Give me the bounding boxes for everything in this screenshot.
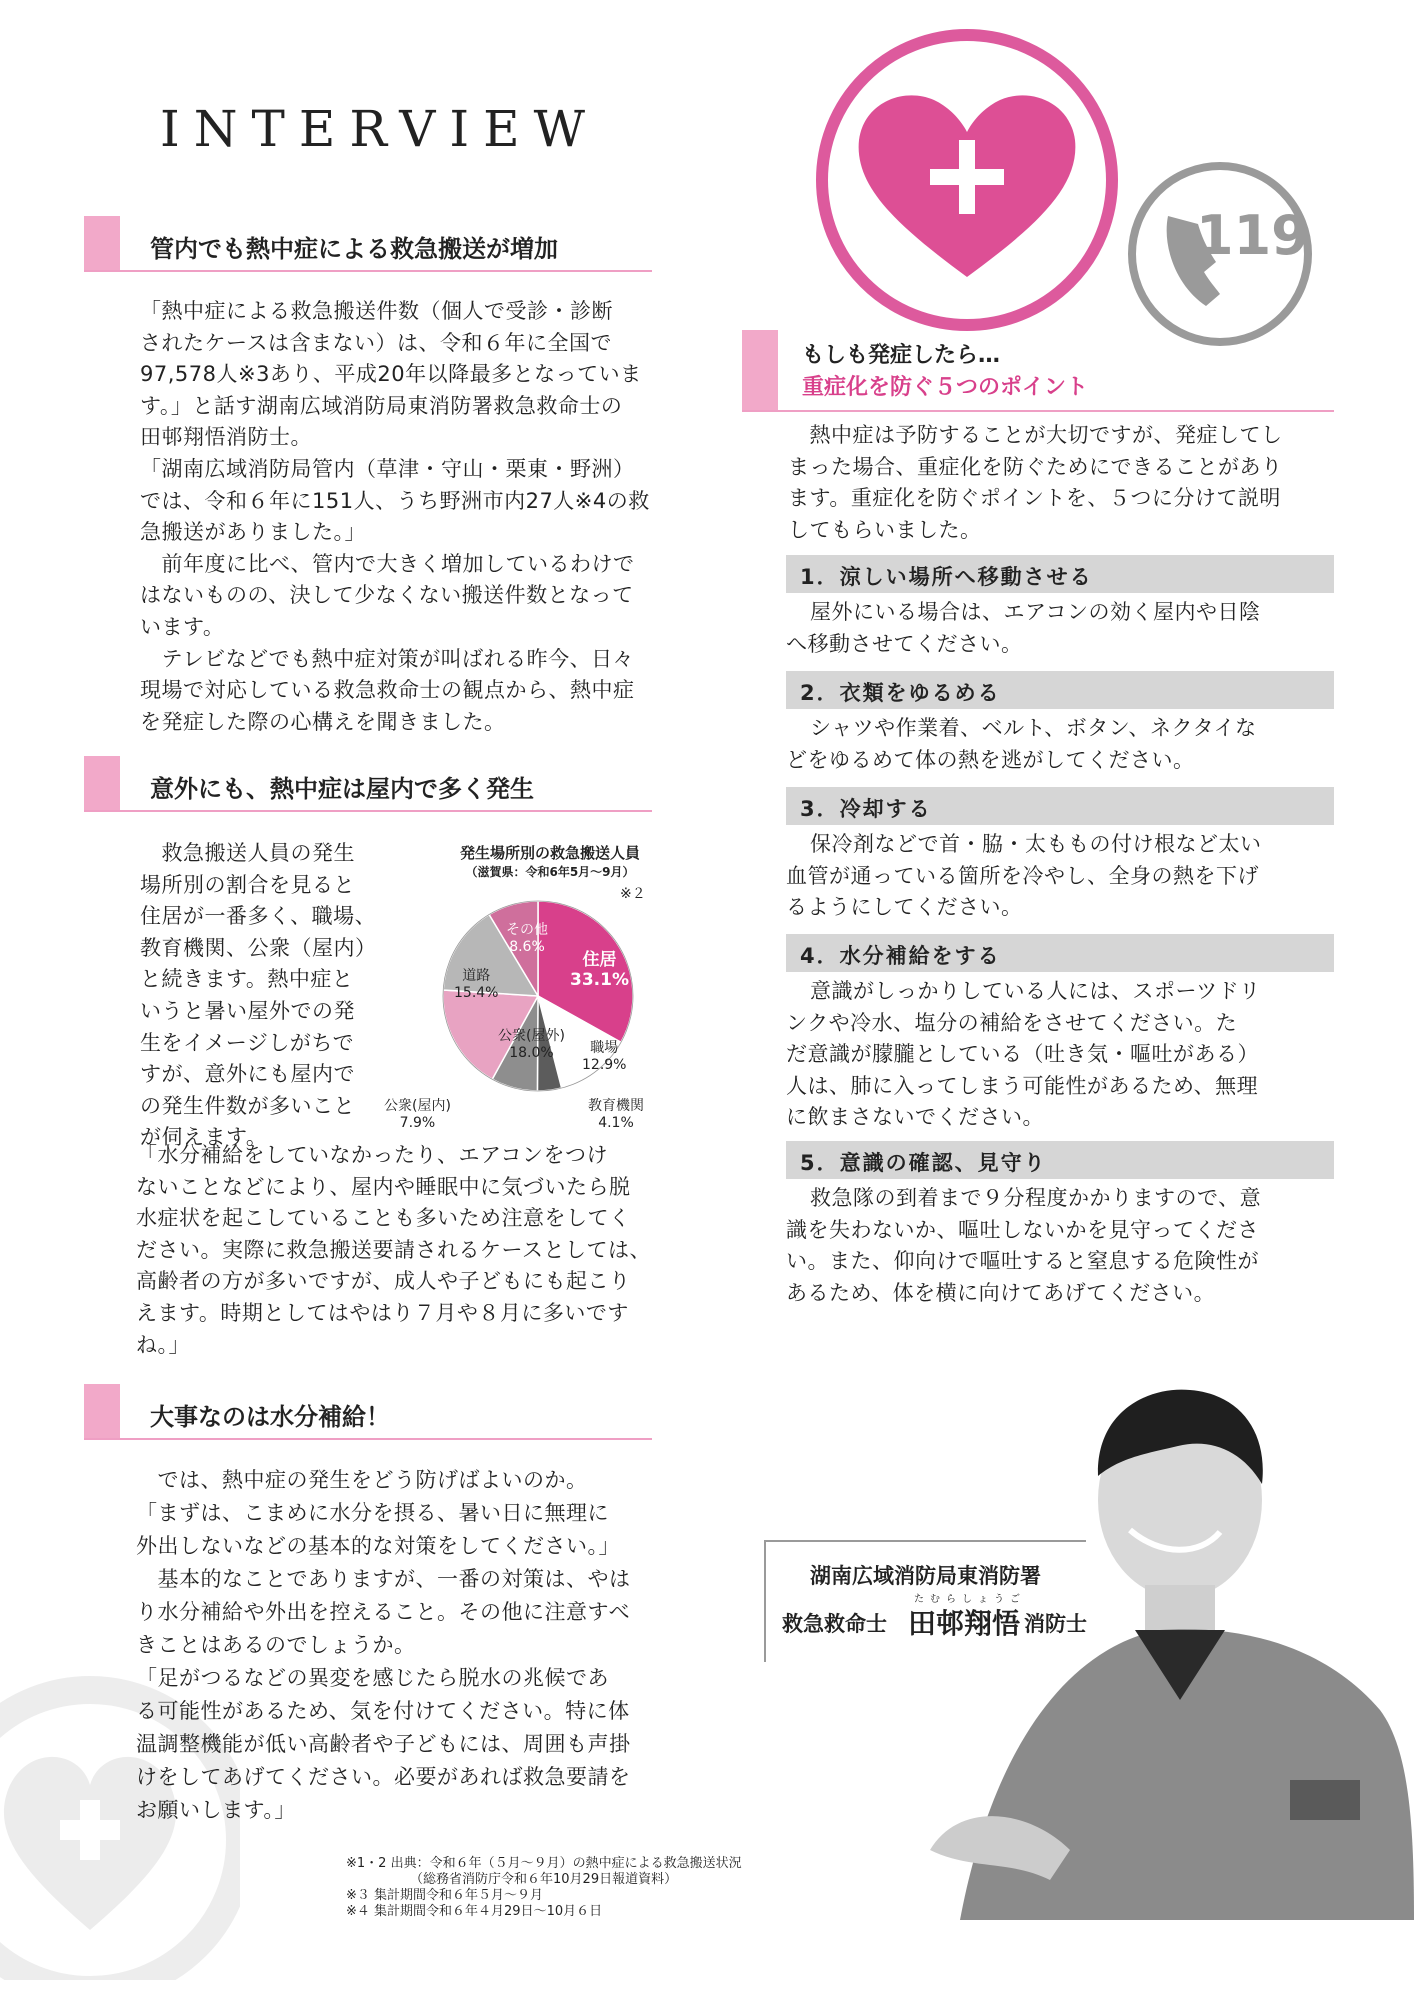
points-intro <box>788 420 1336 546</box>
step-4-header <box>786 934 1334 972</box>
step-5-header <box>786 1141 1334 1179</box>
pie-label-value: 4.1% <box>598 1115 634 1131</box>
text-line: います。 <box>140 614 225 639</box>
emergency-number: 119 <box>1196 204 1309 267</box>
pie-label-value: 18.0% <box>509 1045 554 1061</box>
step-2-header <box>786 671 1334 709</box>
text-line: まった場合、重症化を防ぐためにできることがあり <box>788 454 1283 479</box>
text-line: 生をイメージしがちで <box>140 1030 355 1055</box>
text-line: だ意識が朦朧としている（吐き気・嘔吐がある） <box>786 1042 1259 1067</box>
step-5-body <box>786 1183 1334 1309</box>
section1-body <box>140 296 680 738</box>
text-line: 「湖南広域消防局管内（草津・守山・栗東・野洲） <box>140 456 635 481</box>
text-line: 熱中症は予防することが大切ですが、発症してし <box>788 423 1283 447</box>
text-line: ね。」 <box>136 1332 190 1357</box>
text-line: してもらいました。 <box>788 517 982 542</box>
section1-title: 管内でも熱中症による救急搬送が増加 <box>150 235 558 263</box>
text-line: の発生件数が多いこと <box>140 1093 355 1118</box>
text-line: に飲まさないでください。 <box>786 1105 1044 1130</box>
points-heading <box>742 330 1334 412</box>
step-title: 5．意識の確認、見守り <box>800 1151 1047 1175</box>
section3-body <box>136 1464 682 1827</box>
text-line: 教育機関、公衆（屋内） <box>140 935 377 960</box>
section2-body <box>136 1140 682 1361</box>
text-line: い。また、仰向けで嘔吐すると窒息する危険性が <box>786 1249 1259 1274</box>
text-line: えます。時期としてはやはり７月や８月に多いです <box>136 1300 629 1325</box>
pie-label <box>582 1040 626 1074</box>
text-line: 識を失わないか、嘔吐しないかを見守ってくださ <box>786 1217 1259 1242</box>
text-line: されたケースは含まない）は、令和６年に全国で <box>140 330 612 355</box>
section3-title: 大事なのは水分補給！ <box>150 1403 390 1431</box>
text-line: す。」と話す湖南広域消防局東消防署救急救命士の <box>140 393 623 418</box>
footnote-1: ※1・2 出典：令和６年（５月～９月）の熱中症による救急搬送状況 <box>346 1856 742 1871</box>
text-line: すが、意外にも屋内で <box>140 1062 355 1087</box>
text-line: 「まずは、こまめに水分を摂る、暑い日に無理に <box>136 1501 609 1525</box>
text-line: 屋外にいる場合は、エアコンの効く屋内や日陰 <box>810 600 1261 624</box>
profile-org: 湖南広域消防局東消防署 <box>810 1564 1041 1588</box>
pie-label <box>570 950 629 990</box>
section2-title: 意外にも、熱中症は屋内で多く発生 <box>150 775 534 803</box>
text-line: 田邨翔悟消防士。 <box>140 425 312 450</box>
points-heading-line2: 重症化を防ぐ５つのポイント <box>802 375 1089 400</box>
text-line: ださい。実際に救急搬送要請されるケースとしては、 <box>136 1237 651 1262</box>
text-line: ないことなどにより、屋内や睡眠中に気づいたら脱 <box>136 1174 631 1199</box>
chart-title: 発生場所別の救急搬送人員 <box>459 844 640 862</box>
text-line: 基本的なことでありますが、一番の対策は、やは <box>136 1567 631 1591</box>
text-line: いうと暑い屋外での発 <box>140 998 355 1023</box>
text-line: 場所別の割合を見ると <box>140 872 355 897</box>
text-line: 「熱中症による救急搬送件数（個人で受診・診断 <box>140 299 613 323</box>
text-line: はないものの、決して少なくない搬送件数となって <box>140 583 634 608</box>
text-line: では、熱中症の発生をどう防げばよいのか。 <box>136 1468 588 1492</box>
page-title: INTERVIEW <box>160 100 599 158</box>
text-line: お願いします。」 <box>136 1798 296 1822</box>
pie-label <box>588 1098 644 1132</box>
pie-label-value: 12.9% <box>582 1057 627 1073</box>
pie-label-name: 公衆(屋外) <box>498 1028 565 1044</box>
pie-label-value: 33.1% <box>570 970 629 990</box>
section3-heading <box>84 1384 652 1440</box>
pie-label-name: その他 <box>506 922 548 938</box>
pie-label-value: 7.9% <box>399 1115 436 1131</box>
text-line: 外出しないなどの基本的な対策をしてください。」 <box>136 1534 620 1558</box>
footnote-3: ※３ 集計期間令和６年５月～９月 <box>346 1888 544 1903</box>
text-line: 高齢者の方が多いですが、成人や子どもにも起こり <box>136 1269 631 1294</box>
step-1-header <box>786 555 1334 593</box>
step-title: 2．衣類をゆるめる <box>800 681 1001 705</box>
text-line: ンクや冷水、塩分の補給をさせてください。た <box>786 1010 1238 1035</box>
pie-label-name: 教育機関 <box>588 1098 644 1114</box>
step-title: 1．涼しい場所へ移動させる <box>800 565 1093 589</box>
pie-label-name: 公衆(屋内) <box>384 1098 451 1114</box>
text-line: 温調整機能が低い高齢者や子どもには、周囲も声掛 <box>136 1732 631 1756</box>
step-title: 4．水分補給をする <box>800 944 1001 968</box>
text-line: 前年度に比べ、管内で大きく増加しているわけで <box>140 551 635 576</box>
profile-name: 田邨翔悟 <box>908 1607 1021 1640</box>
points-heading-line1: もしも発症したら… <box>802 343 1001 368</box>
text-line: 意識がしっかりしている人には、スポーツドリ <box>810 979 1261 1003</box>
pie-label <box>384 1098 451 1132</box>
text-line: と続きます。熱中症と <box>140 967 354 992</box>
section-bar <box>84 216 120 270</box>
section-bar <box>84 756 120 810</box>
pie-label <box>498 1028 565 1062</box>
text-line: あるため、体を横に向けてあげてください。 <box>786 1280 1216 1305</box>
pie-label-value: 15.4% <box>454 985 499 1001</box>
text-line: 人は、肺に入ってしまう可能性があるため、無理 <box>786 1073 1259 1098</box>
pie-label-name: 道路 <box>462 968 491 984</box>
section2-heading <box>84 756 652 812</box>
pie-label <box>506 922 548 956</box>
text-line: きことはあるのでしょうか。 <box>136 1633 416 1657</box>
step-3-header <box>786 787 1334 825</box>
section1-heading <box>84 216 652 272</box>
section-bar <box>84 1384 120 1438</box>
step-title: 3．冷却する <box>800 797 932 821</box>
text-line: では、令和６年に151人、うち野洲市内27人※4の救 <box>140 488 650 513</box>
text-line: 急搬送がありました。」 <box>140 520 366 545</box>
text-line: を発症した際の心構えを聞きました。 <box>140 709 506 734</box>
text-line: 「足がつるなどの異変を感じたら脱水の兆候であ <box>136 1666 609 1690</box>
text-line: 救急隊の到着まで９分程度かかりますので、意 <box>810 1186 1262 1210</box>
text-line: 保冷剤などで首・脇・太ももの付け根など太い <box>810 832 1262 856</box>
text-line: る可能性があるため、気を付けてください。特に体 <box>136 1699 630 1723</box>
pie-label-name: 職場 <box>590 1040 619 1056</box>
heart-plus-icon <box>804 22 1130 348</box>
pie-label <box>454 968 498 1002</box>
profile-ruby: たむらしょうご <box>914 1594 1026 1605</box>
text-line: 水症状を起こしていることも多いため注意をしてく <box>136 1206 631 1231</box>
text-line: シャツや作業着、ベルト、ボタン、ネクタイな <box>810 716 1257 740</box>
section-bar <box>742 330 778 410</box>
text-line: へ移動させてください。 <box>786 631 1023 656</box>
step-2-body <box>786 713 1334 776</box>
text-line: 住居が一番多く、職場、 <box>140 904 377 929</box>
text-line: 「水分補給をしていなかったり、エアコンをつけ <box>136 1143 608 1167</box>
text-line: るようにしてください。 <box>786 895 1023 920</box>
pie-chart <box>384 842 680 1131</box>
footnote-4: ※４ 集計期間令和６年４月29日～10月６日 <box>346 1904 603 1919</box>
text-line: り水分補給や外出を控えること。その他に注意すべ <box>136 1600 631 1624</box>
step-3-body <box>786 829 1334 924</box>
chart-note-mark: ※２ <box>620 886 646 902</box>
footnote-1b: （総務省消防庁令和６年10月29日報道資料） <box>410 1872 678 1887</box>
section2-left-text <box>140 838 400 1154</box>
text-line: どをゆるめて体の熱を逃がしてください。 <box>786 747 1195 772</box>
text-line: 血管が通っている箇所を冷やし、全身の熱を下げ <box>786 863 1259 888</box>
pie-label-value: 8.6% <box>509 939 545 955</box>
profile-suffix: 消防士 <box>1024 1612 1087 1636</box>
step-1-body <box>786 597 1334 660</box>
text-line: 救急搬送人員の発生 <box>140 841 355 865</box>
text-line: が伺えます。 <box>140 1125 268 1150</box>
profile-caption <box>764 1540 1086 1662</box>
text-line: 現場で対応している救急救命士の観点から、熱中症 <box>140 678 635 703</box>
text-line: テレビなどでも熱中症対策が叫ばれる昨今、日々 <box>140 646 635 671</box>
text-line: ます。重症化を防ぐポイントを、５つに分けて説明 <box>788 486 1281 511</box>
text-line: 97,578人※3あり、平成20年以降最多となっていま <box>140 362 642 387</box>
step-4-body <box>786 976 1334 1134</box>
pie-label-name: 住居 <box>582 950 617 970</box>
chart-subtitle: （滋賀県：令和6年5月～9月） <box>465 865 635 879</box>
profile-role: 救急救命士 <box>782 1612 887 1636</box>
text-line: けをしてあげてください。必要があれば救急要請を <box>136 1765 631 1789</box>
